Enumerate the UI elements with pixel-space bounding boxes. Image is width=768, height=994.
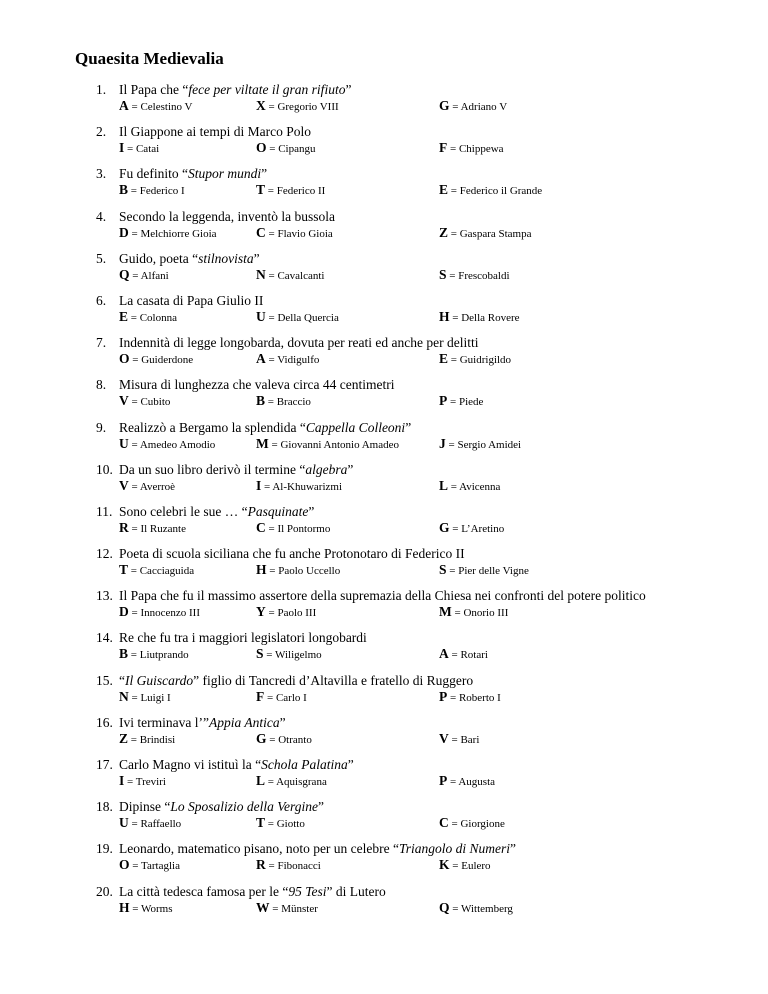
option-letter: N — [256, 266, 266, 282]
question-number: 17. — [96, 757, 113, 772]
question-text — [119, 462, 353, 478]
option-answer: = Al-Khuwarizmi — [261, 480, 343, 493]
question-text-part: Il Papa che fu il massimo assertore della supremazia della Chiesa nei confronti del potere politico — [119, 588, 646, 604]
question-italic-title: algebra — [305, 461, 348, 477]
option-letter: U — [119, 815, 129, 831]
option-letter: R — [256, 857, 266, 873]
answer-option — [256, 689, 307, 706]
answer-option — [256, 562, 340, 579]
answer-option — [256, 436, 399, 453]
question-italic-title: Pasquinate — [247, 503, 309, 519]
answer-option — [439, 267, 510, 284]
answer-option — [439, 731, 479, 748]
option-letter: V — [439, 730, 449, 746]
question-text-part: Indennità di legge longobarda, dovuta per reati ed anche per delitti — [119, 335, 479, 351]
question-item — [0, 715, 768, 757]
question-text — [119, 335, 478, 351]
answer-option — [119, 646, 189, 663]
option-answer: = Federico II — [265, 185, 326, 198]
option-letter: S — [256, 646, 264, 662]
answer-option — [256, 900, 318, 917]
question-text-part: Fu definito “ — [119, 166, 188, 182]
option-answer: = Treviri — [124, 776, 166, 788]
option-letter: T — [256, 182, 266, 198]
question-text-part: ” — [261, 166, 268, 182]
option-letter: B — [119, 182, 129, 198]
question-text — [119, 377, 395, 393]
question-text-part: ” — [347, 757, 354, 772]
option-answer: = Giorgione — [448, 818, 505, 831]
question-item — [0, 546, 768, 588]
question-number: 1. — [96, 82, 107, 97]
question-item — [0, 335, 768, 377]
answer-option — [439, 182, 542, 199]
option-answer: = Gregorio VIII — [265, 101, 339, 113]
question-text-part: Dipinse “ — [119, 799, 171, 815]
question-number: 20. — [96, 883, 113, 899]
answer-option — [439, 98, 507, 115]
question-item — [0, 251, 768, 293]
answer-option — [119, 267, 169, 284]
option-letter: Z — [119, 730, 129, 746]
answer-option — [256, 140, 316, 157]
question-number: 15. — [96, 672, 113, 688]
option-answer: = Il Pontormo — [265, 522, 331, 535]
option-answer: = Della Rovere — [449, 311, 520, 324]
option-letter: H — [256, 562, 267, 578]
option-letter: I — [119, 773, 125, 788]
option-answer: = Gaspara Stampa — [448, 227, 532, 240]
answer-option — [119, 520, 186, 537]
option-answer: = Roberto I — [447, 691, 501, 704]
option-answer: = Flavio Gioia — [265, 227, 333, 240]
option-answer: = Averroè — [128, 480, 176, 493]
question-number: 7. — [96, 335, 107, 351]
question-item — [0, 462, 768, 504]
answer-option — [119, 773, 166, 790]
option-letter: B — [256, 393, 266, 409]
option-letter: O — [119, 857, 130, 873]
option-answer: = Amedeo Amodio — [128, 438, 216, 451]
question-text-part: ” — [308, 503, 315, 519]
question-item — [0, 588, 768, 630]
option-answer: = Vidigulfo — [265, 354, 320, 367]
option-letter: P — [439, 688, 448, 704]
option-letter: C — [439, 815, 449, 831]
answer-option — [119, 478, 175, 495]
option-letter: R — [119, 519, 129, 535]
answer-option — [119, 604, 200, 621]
question-text-part: ” — [347, 461, 354, 477]
option-letter: P — [439, 393, 448, 409]
option-answer: = Onorio III — [451, 607, 509, 620]
question-text-part: Leonardo, matematico pisano, noto per un celebre “ — [119, 841, 400, 857]
answer-option — [256, 393, 311, 410]
question-text-part: ” — [279, 714, 286, 730]
answer-option — [119, 393, 170, 410]
question-item — [0, 841, 768, 883]
answer-option — [256, 520, 330, 537]
option-answer: = L’Aretino — [449, 522, 505, 535]
option-letter: D — [119, 224, 129, 240]
answer-option — [439, 857, 491, 874]
option-answer: = Münster — [269, 902, 318, 915]
option-answer: = Rotari — [448, 649, 488, 662]
option-letter: K — [439, 857, 450, 873]
answer-option — [256, 225, 333, 242]
question-number: 19. — [96, 841, 113, 857]
question-number: 11. — [96, 503, 113, 519]
question-number: 3. — [96, 166, 107, 182]
option-letter: Z — [439, 224, 449, 240]
answer-option — [256, 267, 325, 284]
option-letter: L — [439, 477, 449, 493]
option-answer: = Sergio Amidei — [445, 438, 522, 451]
option-answer: = Frescobaldi — [446, 269, 510, 282]
answer-option — [119, 562, 194, 579]
option-answer: = Federico il Grande — [448, 185, 543, 198]
question-number: 10. — [96, 461, 113, 477]
option-letter: F — [256, 688, 265, 704]
option-letter: E — [439, 351, 449, 367]
option-letter: L — [256, 773, 266, 788]
question-text-part: Realizzò a Bergamo la splendida “ — [119, 419, 306, 435]
option-letter: Y — [256, 604, 266, 620]
option-answer: = Guidrigildo — [448, 354, 512, 367]
answer-option — [439, 689, 501, 706]
answer-option — [119, 140, 159, 157]
option-letter: J — [439, 435, 446, 451]
question-item — [0, 209, 768, 251]
option-letter: P — [439, 773, 448, 788]
question-italic-title: stilnovista — [198, 250, 254, 266]
question-text — [119, 251, 260, 267]
question-italic-title: Lo Sposalizio della Vergine — [170, 799, 318, 815]
question-text — [119, 124, 311, 140]
question-number: 13. — [96, 588, 113, 604]
question-text — [119, 420, 411, 436]
answer-option — [439, 478, 500, 495]
option-letter: G — [256, 730, 267, 746]
answer-option — [439, 815, 505, 832]
question-text-part: Il Giappone ai tempi di Marco Polo — [119, 124, 311, 140]
question-italic-title: Appia Antica — [208, 714, 280, 730]
question-text-part: Misura di lunghezza che valeva circa 44 centimetri — [119, 377, 395, 393]
option-letter: G — [439, 519, 450, 535]
question-text — [119, 799, 324, 815]
option-answer: = Piede — [447, 396, 484, 409]
option-answer: = Paolo III — [265, 607, 317, 620]
question-number: 12. — [96, 546, 113, 562]
option-answer: = Wittemberg — [449, 902, 513, 915]
option-answer: = Cacciaguida — [128, 565, 195, 578]
option-answer: = Liutprando — [128, 649, 189, 662]
option-answer: = Innocenzo III — [128, 607, 201, 620]
option-letter: O — [119, 351, 130, 367]
question-italic-title: 95 Tesi — [288, 883, 327, 899]
option-answer: = Fibonacci — [265, 860, 321, 873]
option-letter: D — [119, 604, 129, 620]
answer-option — [439, 646, 488, 663]
option-answer: = Della Quercia — [265, 311, 339, 324]
question-text — [119, 82, 351, 98]
question-number: 4. — [96, 208, 107, 224]
answer-option — [439, 520, 504, 537]
answer-option — [256, 857, 321, 874]
option-answer: = Aquisgrana — [265, 776, 327, 788]
answer-option — [119, 731, 175, 748]
question-text — [119, 209, 335, 225]
option-answer: = Avicenna — [448, 480, 501, 493]
option-letter: M — [439, 604, 452, 620]
answer-option — [439, 900, 513, 917]
option-letter: E — [119, 308, 129, 324]
answer-option — [256, 98, 339, 115]
option-answer: = Raffaello — [128, 818, 182, 831]
option-answer: = Celestino V — [128, 101, 193, 113]
question-item — [0, 166, 768, 208]
option-letter: A — [119, 98, 129, 113]
question-item — [0, 377, 768, 419]
option-letter: U — [256, 308, 266, 324]
option-answer: = Cavalcanti — [265, 269, 325, 282]
option-answer: = Augusta — [447, 776, 496, 788]
question-text-part: Il Papa che “ — [119, 82, 189, 97]
question-text — [119, 504, 314, 520]
option-letter: G — [439, 98, 450, 113]
answer-option — [256, 478, 342, 495]
question-text — [119, 757, 354, 773]
option-letter: I — [256, 477, 262, 493]
option-answer: = Brindisi — [128, 733, 176, 746]
answer-option — [439, 225, 532, 242]
option-answer: = Adriano V — [449, 101, 508, 113]
option-letter: O — [256, 140, 267, 156]
option-answer: = Melchiorre Gioia — [128, 227, 217, 240]
question-item — [0, 293, 768, 335]
question-text-part: Guido, poeta “ — [119, 250, 199, 266]
option-letter: C — [256, 224, 266, 240]
answer-option — [119, 900, 173, 917]
answer-option — [439, 604, 508, 621]
question-text — [119, 884, 386, 900]
option-answer: = Cubito — [128, 396, 171, 409]
question-item — [0, 757, 768, 799]
option-answer: = Bari — [448, 733, 480, 746]
question-text-part: ” — [253, 250, 260, 266]
question-item — [0, 799, 768, 841]
option-letter: H — [119, 899, 130, 915]
question-number: 18. — [96, 799, 113, 815]
answer-option — [119, 182, 185, 199]
option-letter: A — [256, 351, 266, 367]
answer-option — [439, 436, 521, 453]
question-text-part: Secondo la leggenda, inventò la bussola — [119, 208, 335, 224]
question-number: 9. — [96, 419, 107, 435]
question-item — [0, 504, 768, 546]
answer-option — [439, 309, 520, 326]
answer-option — [439, 393, 483, 410]
question-text — [119, 293, 263, 309]
option-answer: = Federico I — [128, 185, 185, 198]
question-text — [119, 715, 286, 731]
question-text — [119, 630, 367, 646]
answer-option — [256, 604, 316, 621]
answer-option — [119, 689, 171, 706]
question-text-part: La casata di Papa Giulio II — [119, 292, 264, 308]
option-answer: = Pier delle Vigne — [446, 565, 529, 578]
question-number: 8. — [96, 377, 107, 393]
question-item — [0, 884, 768, 926]
option-letter: M — [256, 435, 269, 451]
option-answer: = Luigi I — [128, 691, 171, 704]
answer-option — [119, 436, 215, 453]
answer-option — [119, 98, 193, 115]
question-text-part: Re che fu tra i maggiori legislatori longobardi — [119, 630, 367, 646]
question-text-part: ” — [405, 419, 412, 435]
question-text — [119, 673, 473, 689]
option-answer: = Giotto — [265, 818, 305, 831]
answer-option — [256, 309, 339, 326]
question-text-part: Carlo Magno vi istituì la “ — [119, 757, 262, 772]
question-number: 6. — [96, 292, 107, 308]
question-number: 14. — [96, 630, 113, 646]
option-answer: = Carlo I — [264, 691, 307, 704]
page-title: Quaesita Medievalia — [75, 49, 224, 68]
option-letter: B — [119, 646, 129, 662]
question-number: 16. — [96, 714, 113, 730]
question-text-part: Poeta di scuola siciliana che fu anche Protonotaro di Federico II — [119, 546, 465, 562]
option-letter: T — [119, 562, 129, 578]
question-text-part: Ivi terminava l’” — [119, 714, 209, 730]
option-answer: = Cipangu — [266, 143, 316, 156]
question-number: 5. — [96, 250, 107, 266]
option-answer: = Il Ruzante — [128, 522, 186, 535]
option-answer: = Giovanni Antonio Amadeo — [268, 438, 399, 451]
question-italic-title: Il Guiscardo — [125, 672, 194, 688]
question-list — [0, 82, 768, 926]
option-letter: Q — [439, 899, 450, 915]
question-number: 2. — [96, 124, 107, 140]
question-text — [119, 841, 516, 857]
answer-option — [119, 815, 181, 832]
option-letter: Q — [119, 266, 130, 282]
answer-option — [256, 182, 325, 199]
question-text — [119, 166, 267, 182]
option-answer: = Otranto — [266, 733, 312, 746]
question-text-part: Da un suo libro derivò il termine “ — [119, 461, 306, 477]
option-answer: = Guiderdone — [129, 354, 194, 367]
option-answer: = Paolo Uccello — [266, 565, 341, 578]
option-answer: = Alfani — [129, 269, 169, 282]
option-answer: = Colonna — [128, 311, 177, 324]
option-letter: F — [439, 140, 448, 156]
question-italic-title: Triangolo di Numeri — [399, 841, 511, 857]
answer-option — [439, 351, 511, 368]
question-text-part: ” — [345, 82, 352, 97]
question-text-part: La città tedesca famosa per le “ — [119, 883, 289, 899]
question-italic-title: Schola Palatina — [261, 757, 348, 772]
option-answer: = Tartaglia — [129, 860, 180, 873]
option-letter: X — [256, 98, 266, 113]
question-italic-title: Stupor mundi — [188, 166, 262, 182]
option-letter: I — [119, 140, 125, 156]
answer-option — [119, 225, 217, 242]
question-text — [119, 588, 646, 604]
question-text-part: ” — [510, 841, 517, 857]
option-letter: T — [256, 815, 266, 831]
option-answer: = Eulero — [449, 860, 491, 873]
question-text-part: ” figlio di Tancredi d’Altavilla e fratello di Ruggero — [193, 672, 474, 688]
option-letter: U — [119, 435, 129, 451]
answer-option — [256, 773, 327, 790]
option-letter: E — [439, 182, 449, 198]
question-item — [0, 673, 768, 715]
answer-option — [439, 140, 504, 157]
answer-option — [256, 815, 305, 832]
option-letter: S — [439, 266, 447, 282]
question-item — [0, 420, 768, 462]
question-italic-title: Cappella Colleoni — [305, 419, 406, 435]
answer-option — [439, 773, 495, 790]
question-text-part: ” — [318, 799, 324, 815]
question-italic-title: fece per viltate il gran rifiuto — [188, 82, 346, 97]
option-answer: = Worms — [129, 902, 173, 915]
question-text — [119, 546, 465, 562]
option-letter: N — [119, 688, 129, 704]
answer-option — [119, 351, 193, 368]
option-letter: W — [256, 899, 270, 915]
question-text-part: ” di Lutero — [326, 883, 386, 899]
answer-option — [256, 646, 322, 663]
option-answer: = Braccio — [265, 396, 311, 409]
answer-option — [256, 351, 319, 368]
answer-option — [119, 309, 177, 326]
option-letter: A — [439, 646, 449, 662]
question-item — [0, 82, 768, 124]
option-letter: H — [439, 308, 450, 324]
option-letter: C — [256, 519, 266, 535]
option-answer: = Chippewa — [447, 143, 504, 156]
answer-option — [439, 562, 529, 579]
option-answer: = Catai — [124, 143, 160, 156]
answer-option — [119, 857, 180, 874]
question-text-part: “ — [119, 672, 125, 688]
option-letter: V — [119, 393, 129, 409]
answer-option — [256, 731, 312, 748]
option-letter: S — [439, 562, 447, 578]
option-letter: V — [119, 477, 129, 493]
question-item — [0, 124, 768, 166]
question-text-part: Sono celebri le sue … “ — [119, 503, 248, 519]
option-answer: = Wiligelmo — [263, 649, 322, 662]
question-item — [0, 630, 768, 672]
